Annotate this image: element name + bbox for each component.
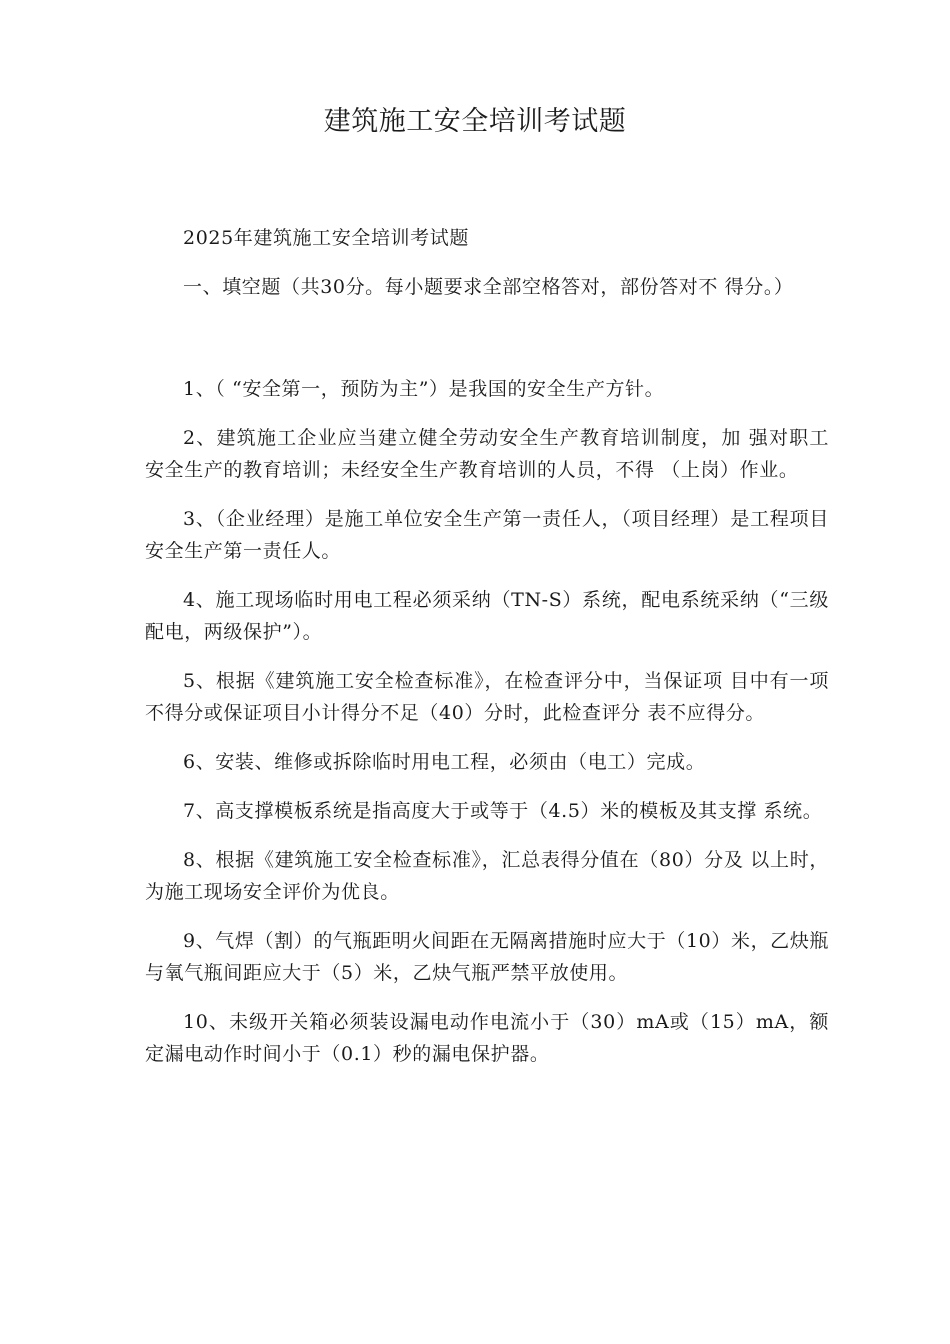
question-2: 2、建筑施工企业应当建立健全劳动安全生产教育培训制度，加 强对职工安全生产的教育培训；未经安全生产教育培训的人员，不得 （上岗）作业。 bbox=[145, 427, 829, 481]
question-6: 6、安装、维修或拆除临时用电工程，必须由（电工）完成。 bbox=[183, 751, 706, 773]
question-9: 9、气焊（割）的气瓶距明火间距在无隔离措施时应大于（10）米，乙炔瓶与氧气瓶间距应大于（5）米，乙炔气瓶严禁平放使用。 bbox=[145, 930, 829, 984]
question-3: 3、（企业经理）是施工单位安全生产第一责任人，（项目经理）是工程项目安全生产第一责任人。 bbox=[145, 508, 829, 562]
document-subtitle: 2025年建筑施工安全培训考试题 bbox=[183, 227, 469, 249]
document-body bbox=[145, 222, 829, 1087]
question-7: 7、高支撑模板系统是指高度大于或等于（4.5）米的模板及其支撑 系统。 bbox=[183, 800, 823, 822]
question-8: 8、根据《建筑施工安全检查标准》，汇总表得分值在（80）分及 以上时，为施工现场安全评价为优良。 bbox=[145, 849, 829, 903]
question-1: 1、（ “安全第一，预防为主”）是我国的安全生产方针。 bbox=[183, 378, 665, 400]
section-heading: 一、填空题（共30分。每小题要求全部空格答对，部份答对不 得分。） bbox=[183, 276, 794, 298]
question-5: 5、根据《建筑施工安全检查标准》，在检查评分中，当保证项 目中有一项不得分或保证项目小计得分不足（40）分时，此检查评分 表不应得分。 bbox=[145, 670, 829, 724]
page-title: 建筑施工安全培训考试题 bbox=[323, 106, 627, 137]
question-10: 10、未级开关箱必须装设漏电动作电流小于（30）mA或（15）mA，额定漏电动作时间小于（0.1）秒的漏电保护器。 bbox=[145, 1011, 829, 1065]
question-4: 4、施工现场临时用电工程必须采纳（TN-S）系统，配电系统采纳（“三级配电，两级保护”）。 bbox=[145, 589, 829, 643]
